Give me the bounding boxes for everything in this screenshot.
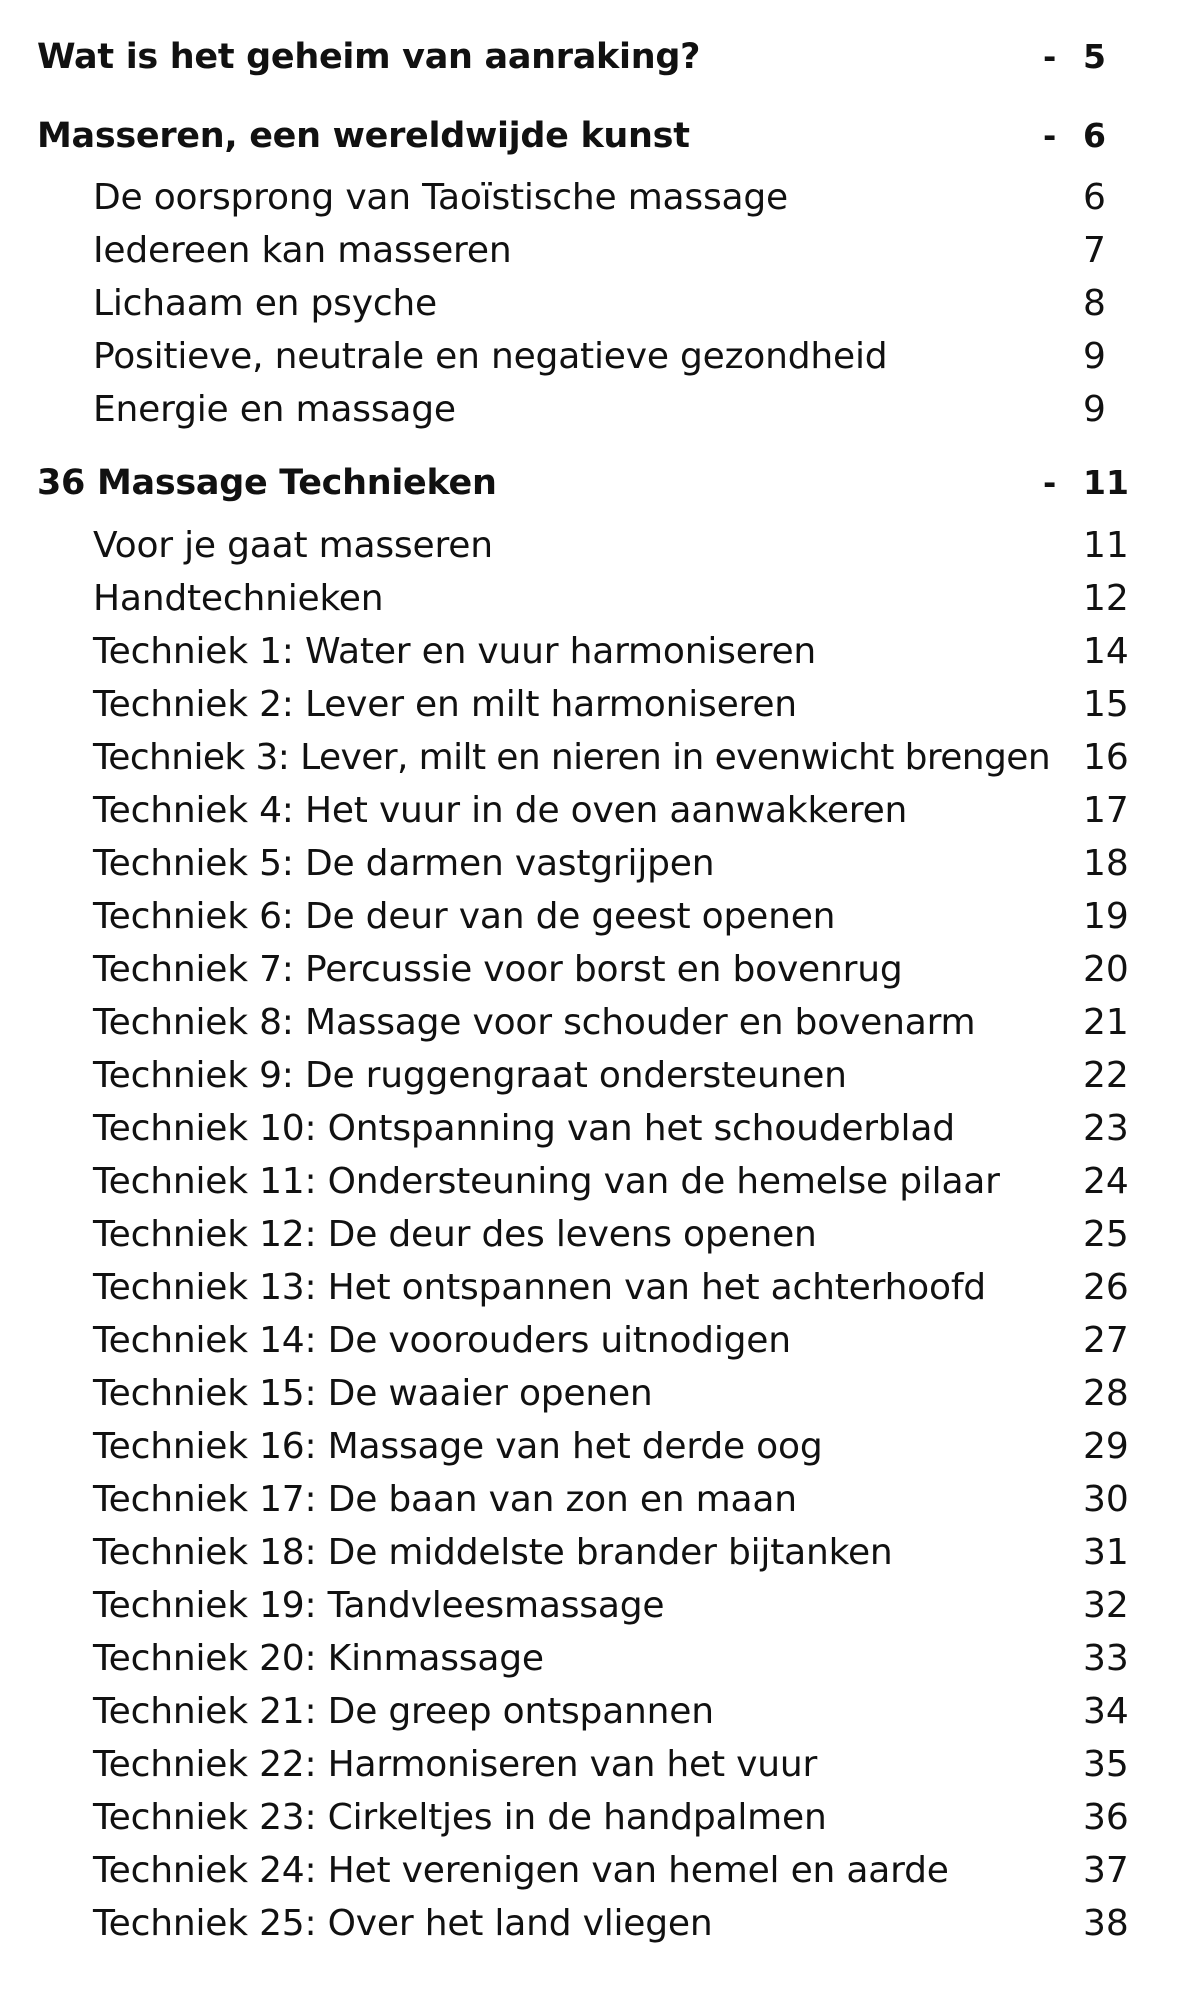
entry-title: Lichaam en psyche xyxy=(93,283,437,324)
entry-title: Techniek 9: De ruggengraat ondersteunen xyxy=(93,1055,847,1096)
entry-title: Techniek 22: Harmoniseren van het vuur xyxy=(93,1744,818,1785)
toc-entry[interactable] xyxy=(0,785,1191,837)
entry-title: Techniek 3: Lever, milt en nieren in evenwicht brengen xyxy=(93,737,1051,778)
toc-entry[interactable] xyxy=(0,1527,1191,1579)
entry-page-number: 8 xyxy=(1083,283,1106,324)
entry-page-number: 11 xyxy=(1083,525,1129,566)
entry-page-number: 9 xyxy=(1083,389,1106,430)
entry-page-number: 27 xyxy=(1083,1320,1129,1361)
entry-title: Techniek 21: De greep ontspannen xyxy=(93,1691,714,1732)
entry-title: Techniek 8: Massage voor schouder en bovenarm xyxy=(93,1002,976,1043)
section-page-number: 11 xyxy=(1083,463,1129,502)
section-dash: - xyxy=(1043,117,1057,155)
entry-title: Techniek 19: Tandvleesmassage xyxy=(93,1585,665,1626)
entry-title: Techniek 17: De baan van zon en maan xyxy=(93,1479,797,1520)
entry-page-number: 31 xyxy=(1083,1532,1129,1573)
toc-entry[interactable] xyxy=(0,1368,1191,1420)
entry-page-number: 7 xyxy=(1083,230,1106,271)
entry-title: Iedereen kan masseren xyxy=(93,230,512,271)
entry-page-number: 17 xyxy=(1083,790,1129,831)
toc-entry[interactable] xyxy=(0,573,1191,625)
toc-entry[interactable] xyxy=(0,1739,1191,1791)
entry-title: Handtechnieken xyxy=(93,578,384,619)
toc-entry[interactable] xyxy=(0,1103,1191,1155)
entry-title: Techniek 16: Massage van het derde oog xyxy=(93,1426,823,1467)
entry-page-number: 23 xyxy=(1083,1108,1129,1149)
entry-title: Techniek 14: De voorouders uitnodigen xyxy=(93,1320,791,1361)
entry-page-number: 22 xyxy=(1083,1055,1129,1096)
entry-page-number: 28 xyxy=(1083,1373,1129,1414)
entry-title: Techniek 5: De darmen vastgrijpen xyxy=(93,843,715,884)
toc-section-heading[interactable] xyxy=(0,457,1191,509)
toc-entry[interactable] xyxy=(0,1580,1191,1632)
entry-page-number: 37 xyxy=(1083,1850,1129,1891)
entry-page-number: 38 xyxy=(1083,1903,1129,1944)
entry-page-number: 26 xyxy=(1083,1267,1129,1308)
toc-entry[interactable] xyxy=(0,278,1191,330)
section-page-number: 5 xyxy=(1083,37,1106,76)
section-dash: - xyxy=(1043,464,1057,502)
section-dash: - xyxy=(1043,38,1057,76)
toc-entry[interactable] xyxy=(0,520,1191,572)
entry-title: Techniek 4: Het vuur in de oven aanwakkeren xyxy=(93,790,908,831)
entry-title: Positieve, neutrale en negatieve gezondheid xyxy=(93,336,888,377)
entry-title: Techniek 1: Water en vuur harmoniseren xyxy=(93,631,817,672)
entry-title: Techniek 20: Kinmassage xyxy=(93,1638,544,1679)
toc-entry[interactable] xyxy=(0,1315,1191,1367)
toc-entry[interactable] xyxy=(0,626,1191,678)
entry-page-number: 32 xyxy=(1083,1585,1129,1626)
toc-entry[interactable] xyxy=(0,225,1191,277)
entry-title: Techniek 11: Ondersteuning van de hemelse pilaar xyxy=(93,1161,1000,1202)
entry-title: De oorsprong van Taoïstische massage xyxy=(93,177,788,218)
toc-entry[interactable] xyxy=(0,732,1191,784)
toc-entry[interactable] xyxy=(0,679,1191,731)
entry-page-number: 36 xyxy=(1083,1797,1129,1838)
entry-page-number: 33 xyxy=(1083,1638,1129,1679)
entry-page-number: 30 xyxy=(1083,1479,1129,1520)
entry-title: Techniek 6: De deur van de geest openen xyxy=(93,896,836,937)
entry-title: Techniek 23: Cirkeltjes in de handpalmen xyxy=(93,1797,827,1838)
entry-page-number: 25 xyxy=(1083,1214,1129,1255)
section-title: Wat is het geheim van aanraking? xyxy=(37,37,701,77)
toc-entry[interactable] xyxy=(0,838,1191,890)
entry-page-number: 6 xyxy=(1083,177,1106,218)
section-page-number: 6 xyxy=(1083,116,1106,155)
toc-entry[interactable] xyxy=(0,1209,1191,1261)
entry-page-number: 18 xyxy=(1083,843,1129,884)
entry-page-number: 9 xyxy=(1083,336,1106,377)
entry-title: Techniek 15: De waaier openen xyxy=(93,1373,653,1414)
entry-title: Techniek 25: Over het land vliegen xyxy=(93,1903,713,1944)
toc-entry[interactable] xyxy=(0,997,1191,1049)
entry-page-number: 19 xyxy=(1083,896,1129,937)
entry-title: Techniek 10: Ontspanning van het schouderblad xyxy=(93,1108,955,1149)
entry-title: Energie en massage xyxy=(93,389,456,430)
toc-entry[interactable] xyxy=(0,1050,1191,1102)
toc-entry[interactable] xyxy=(0,1686,1191,1738)
entry-page-number: 34 xyxy=(1083,1691,1129,1732)
entry-title: Techniek 2: Lever en milt harmoniseren xyxy=(93,684,797,725)
entry-page-number: 21 xyxy=(1083,1002,1129,1043)
entry-title: Voor je gaat masseren xyxy=(93,525,493,566)
toc-entry[interactable] xyxy=(0,1792,1191,1844)
toc-entry[interactable] xyxy=(0,172,1191,224)
toc-entry[interactable] xyxy=(0,1262,1191,1314)
toc-entry[interactable] xyxy=(0,384,1191,436)
entry-title: Techniek 24: Het verenigen van hemel en aarde xyxy=(93,1850,949,1891)
entry-page-number: 12 xyxy=(1083,578,1129,619)
toc-entry[interactable] xyxy=(0,1633,1191,1685)
entry-title: Techniek 7: Percussie voor borst en bovenrug xyxy=(93,949,903,990)
section-title: Masseren, een wereldwijde kunst xyxy=(37,116,690,156)
toc-entry[interactable] xyxy=(0,1898,1191,1950)
section-title: 36 Massage Technieken xyxy=(37,463,497,503)
toc-entry[interactable] xyxy=(0,1474,1191,1526)
entry-page-number: 29 xyxy=(1083,1426,1129,1467)
entry-title: Techniek 13: Het ontspannen van het achterhoofd xyxy=(93,1267,986,1308)
toc-entry[interactable] xyxy=(0,331,1191,383)
toc-entry[interactable] xyxy=(0,1156,1191,1208)
toc-entry[interactable] xyxy=(0,1421,1191,1473)
entry-page-number: 24 xyxy=(1083,1161,1129,1202)
toc-entry[interactable] xyxy=(0,944,1191,996)
entry-title: Techniek 18: De middelste brander bijtanken xyxy=(93,1532,893,1573)
entry-page-number: 35 xyxy=(1083,1744,1129,1785)
toc-entry[interactable] xyxy=(0,891,1191,943)
toc-entry[interactable] xyxy=(0,1845,1191,1897)
entry-title: Techniek 12: De deur des levens openen xyxy=(93,1214,817,1255)
toc-section-heading[interactable] xyxy=(0,31,1191,83)
entry-page-number: 14 xyxy=(1083,631,1129,672)
entry-page-number: 15 xyxy=(1083,684,1129,725)
entry-page-number: 20 xyxy=(1083,949,1129,990)
toc-section-heading[interactable] xyxy=(0,110,1191,162)
entry-page-number: 16 xyxy=(1083,737,1129,778)
